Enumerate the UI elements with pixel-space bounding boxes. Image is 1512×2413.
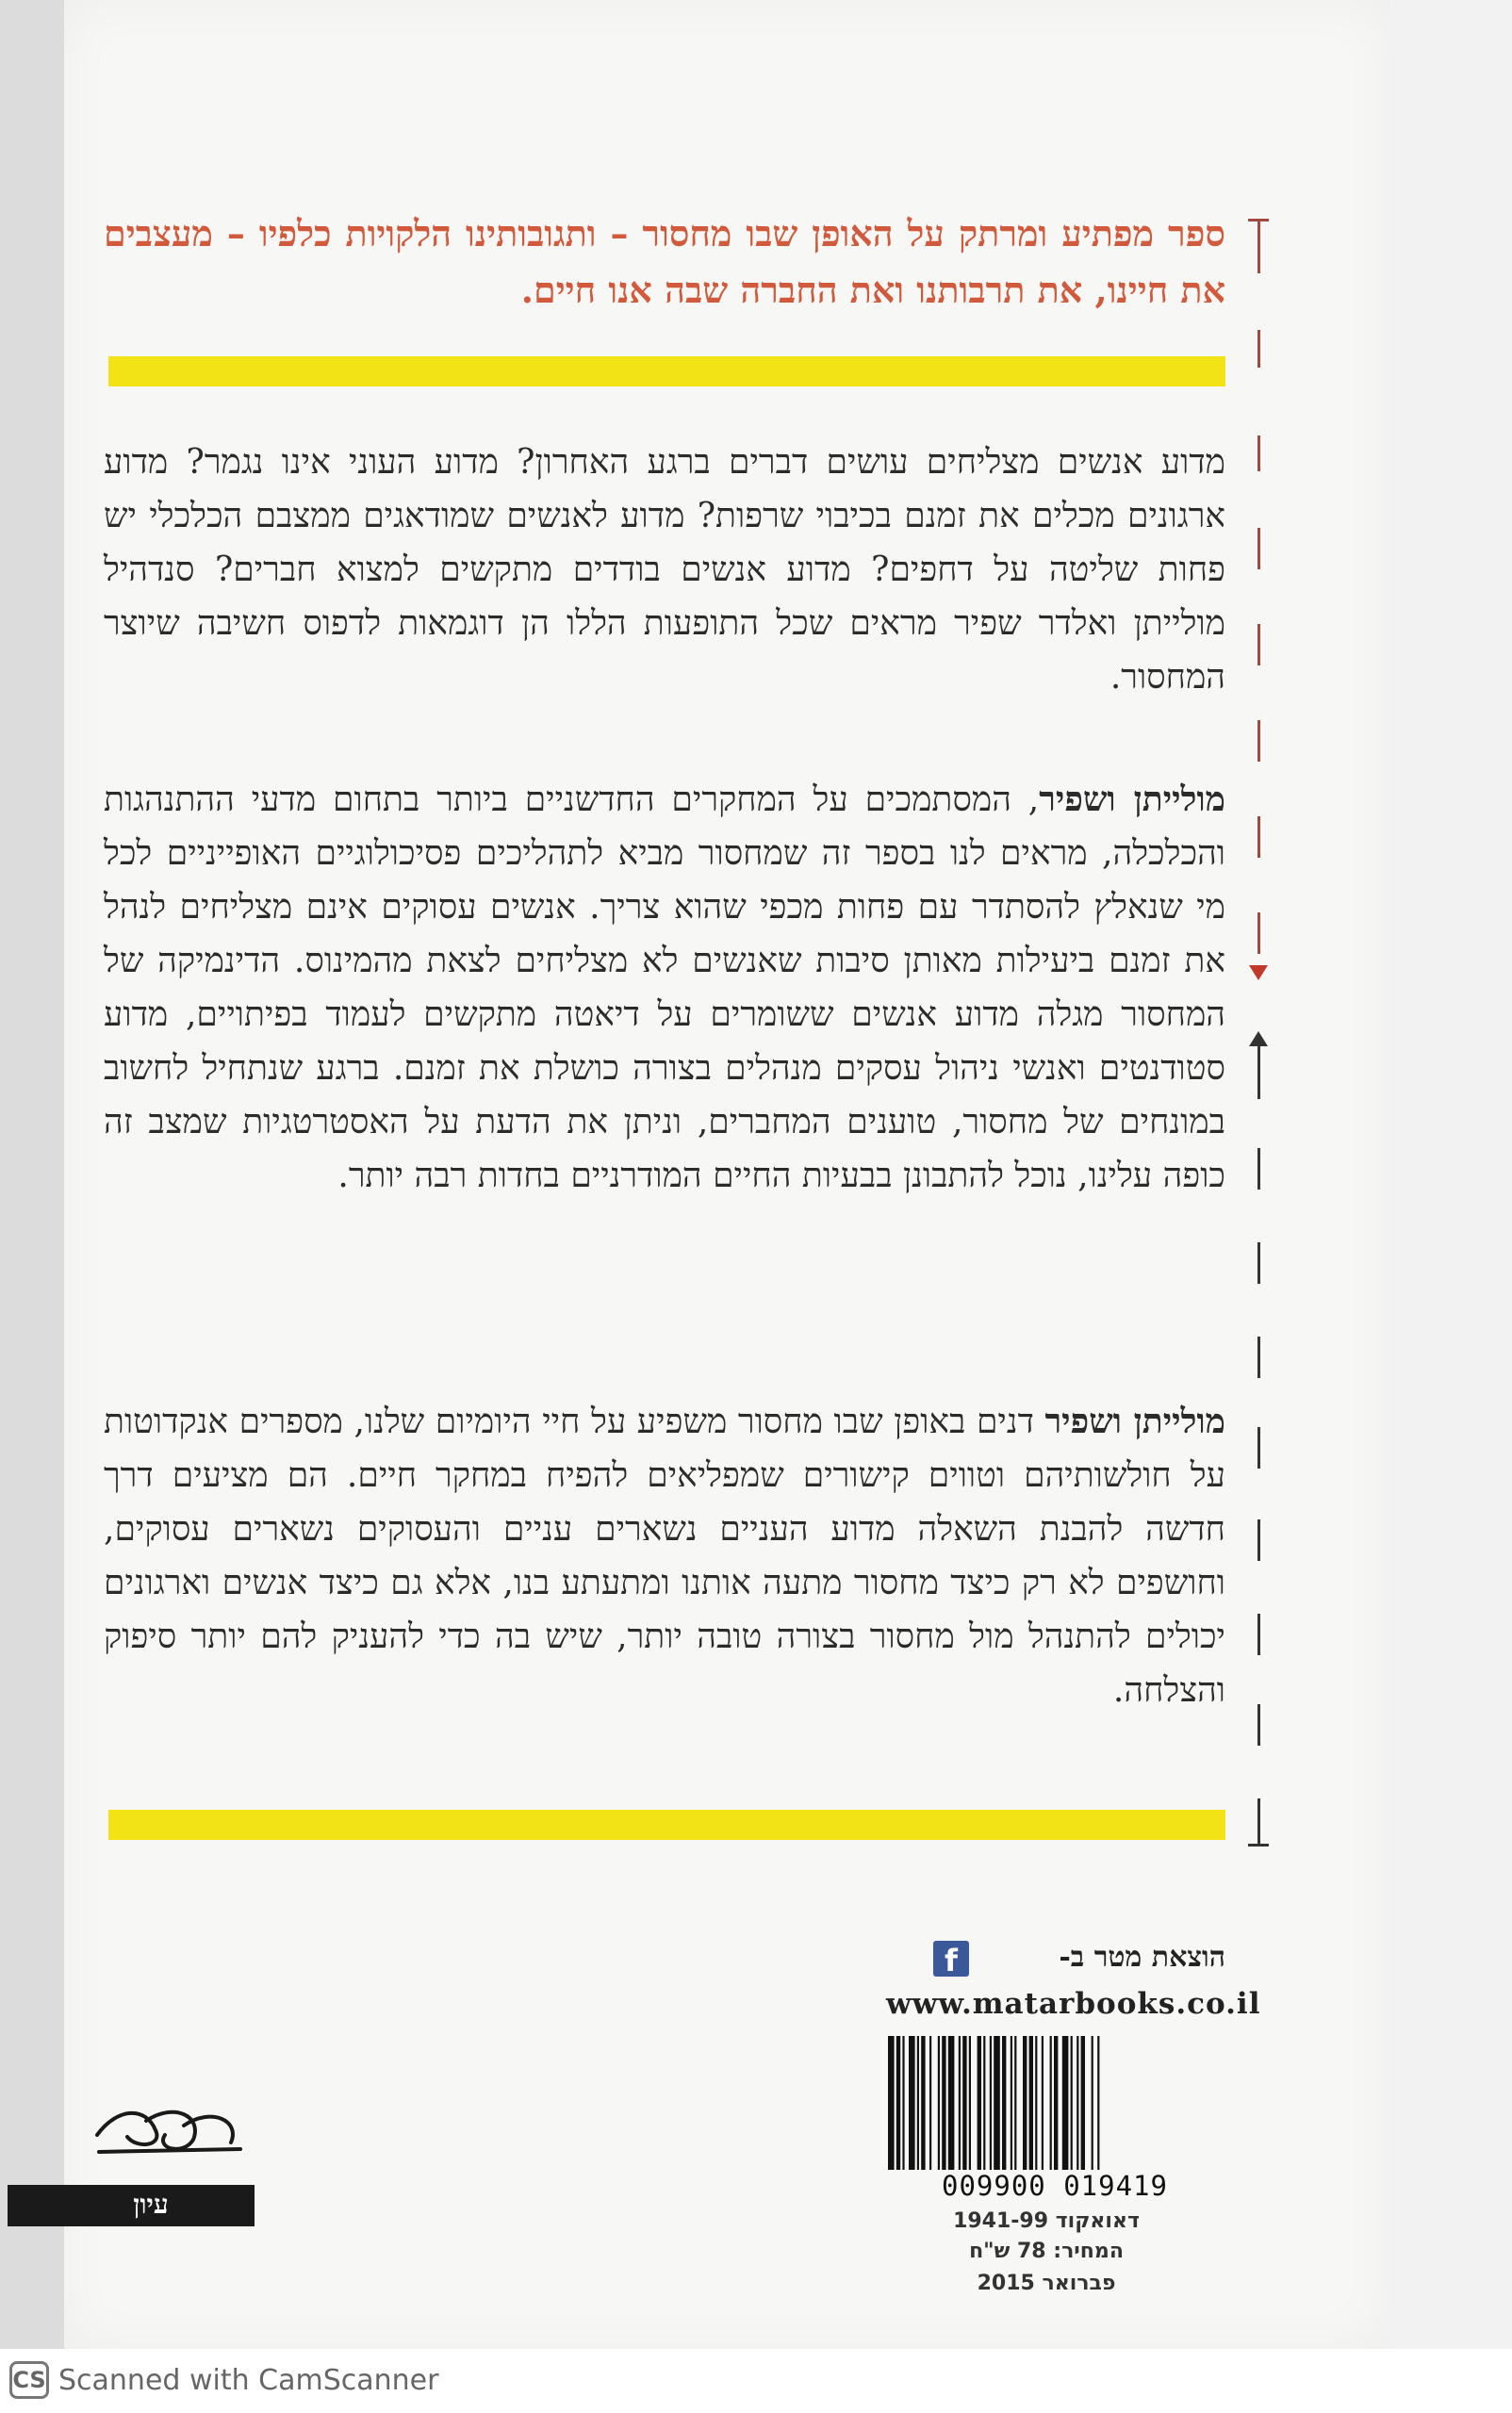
barcode [884, 2036, 1225, 2191]
margin-line [1257, 720, 1260, 762]
margin-line [1257, 435, 1260, 471]
margin-line [1257, 1044, 1260, 1099]
margin-line [1257, 1148, 1260, 1190]
publisher-line [886, 1937, 1225, 1984]
facebook-icon: f [933, 1941, 969, 1977]
paragraph-2-body: , המסתמכים על המחקרים החדשניים ביותר בתחום מדעי ההתנהגות והכלכלה, מראים לנו בספר זה שמחסור מביא לתהליכים פסיכולוגיים האופייניים לכל מי שנאלץ להסתדר עם פחות מכפי שהוא צריך. אנשים עסוקים אינם מצליחים לנהל את זמנם ביעילות מאותן סיבות שאנשים לא מצליחים לצאת מהמינוס. הדינמיקה של המחסור מגלה מדוע אנשים ששומרים על דיאטה מתקשים לעמוד בפיתויים, מדוע סטודנטים ואנשי ניהול עסקים מנהלים בצורה כושלת את זמנם. ברגע שנתחיל לחשוב במונחים של מחסור, טוענים המחברים, וניתן את הדעת על האסטרטגיות שמצב זה כופה עלינו, נוכל להתבונן בבעיות החיים המודרניים בחדות רבה יותר. [104, 780, 1226, 1195]
margin-line [1257, 624, 1260, 665]
margin-line [1257, 1242, 1260, 1284]
paragraph-2-authors: מולייתן ושפיר [1039, 780, 1225, 819]
camscanner-icon: CS [9, 2361, 49, 2399]
margin-line [1257, 1427, 1260, 1469]
publisher-label: הוצאת מטר ב- [1059, 1941, 1225, 1974]
paragraph-1: מדוע אנשים מצליחים עושים דברים ברגע האחרון? מדוע העוני אינו נגמר? מדוע ארגונים מכלים את זמנם בכיבוי שרפות? מדוע לאנשים שמודאגים ממצבם הכלכלי יש פחות שליטה על דחפים? מדוע אנשים בודדים מתקשים למצוא חברים? סנדהיל מולייתן ואלדר שפיר מראים שכל התופעות הללו הן דוגמאות לדפוס חשיבה שיוצר המחסור. [104, 443, 1225, 697]
series-label: עיון [133, 2189, 169, 2220]
arrow-down-icon [1249, 965, 1268, 980]
margin-tick [1248, 1844, 1269, 1847]
margin-line [1257, 1704, 1260, 1746]
margin-line [1257, 330, 1260, 368]
margin-line [1257, 219, 1260, 273]
paragraph-3-body: דנים באופן שבו מחסור משפיע על חיי היומיום שלנו, מספרים אנקדוטות על חולשותיהם וטווים קישורים שמפליאים להפיח במחקר חיים. הם מציעים דרך חדשה להבנת השאלה מדוע העניים נשארים עניים והעסוקים נשארים עסוקים, וחושפים לא רק כיצד מחסור מתעה אותנו ומתעתע בנו, אלא גם כיצד אנשים וארגונים יכולים להתנהל מול מחסור בצורה טובה יותר, שיש בה כדי להעניק להם יותר סיפוק והצלחה. [104, 1403, 1225, 1710]
price: המחיר: 78 ש"ח [969, 2240, 1124, 2263]
margin-line [1257, 912, 1260, 954]
barcode-digits: 009900 019419 [884, 2170, 1225, 2202]
background-right [1389, 0, 1512, 2356]
margin-line [1257, 1614, 1260, 1655]
yellow-divider-top [108, 356, 1225, 386]
margin-marks [1242, 0, 1280, 1885]
margin-line [1257, 1798, 1260, 1846]
paragraph-3-authors: מולייתן ושפיר [1044, 1402, 1225, 1441]
margin-line [1257, 528, 1260, 569]
intro-headline: ספר מפתיע ומרתק על האופן שבו מחסור – ותגובותינו הלקויות כלפיו – מעצבים את חיינו, את תרבותנו ואת החברה שבה אנו חיים. [104, 212, 1225, 311]
page-edge-shadow [0, 0, 64, 2356]
paragraph-3 [104, 1395, 1225, 1717]
margin-line [1257, 1519, 1260, 1561]
matar-logo [90, 2097, 250, 2163]
publisher-website: www.matarbooks.co.il [886, 1987, 1261, 2021]
publication-date: פברואר 2015 [977, 2272, 1116, 2295]
yellow-divider-bottom [108, 1810, 1225, 1840]
catalog-number: דאואקוד 1941-99 [953, 2209, 1140, 2233]
paragraph-2 [104, 773, 1225, 1203]
margin-line [1257, 816, 1260, 858]
scanner-watermark [9, 2358, 438, 2402]
scanner-text: Scanned with CamScanner [58, 2363, 439, 2397]
margin-line [1257, 1337, 1260, 1378]
